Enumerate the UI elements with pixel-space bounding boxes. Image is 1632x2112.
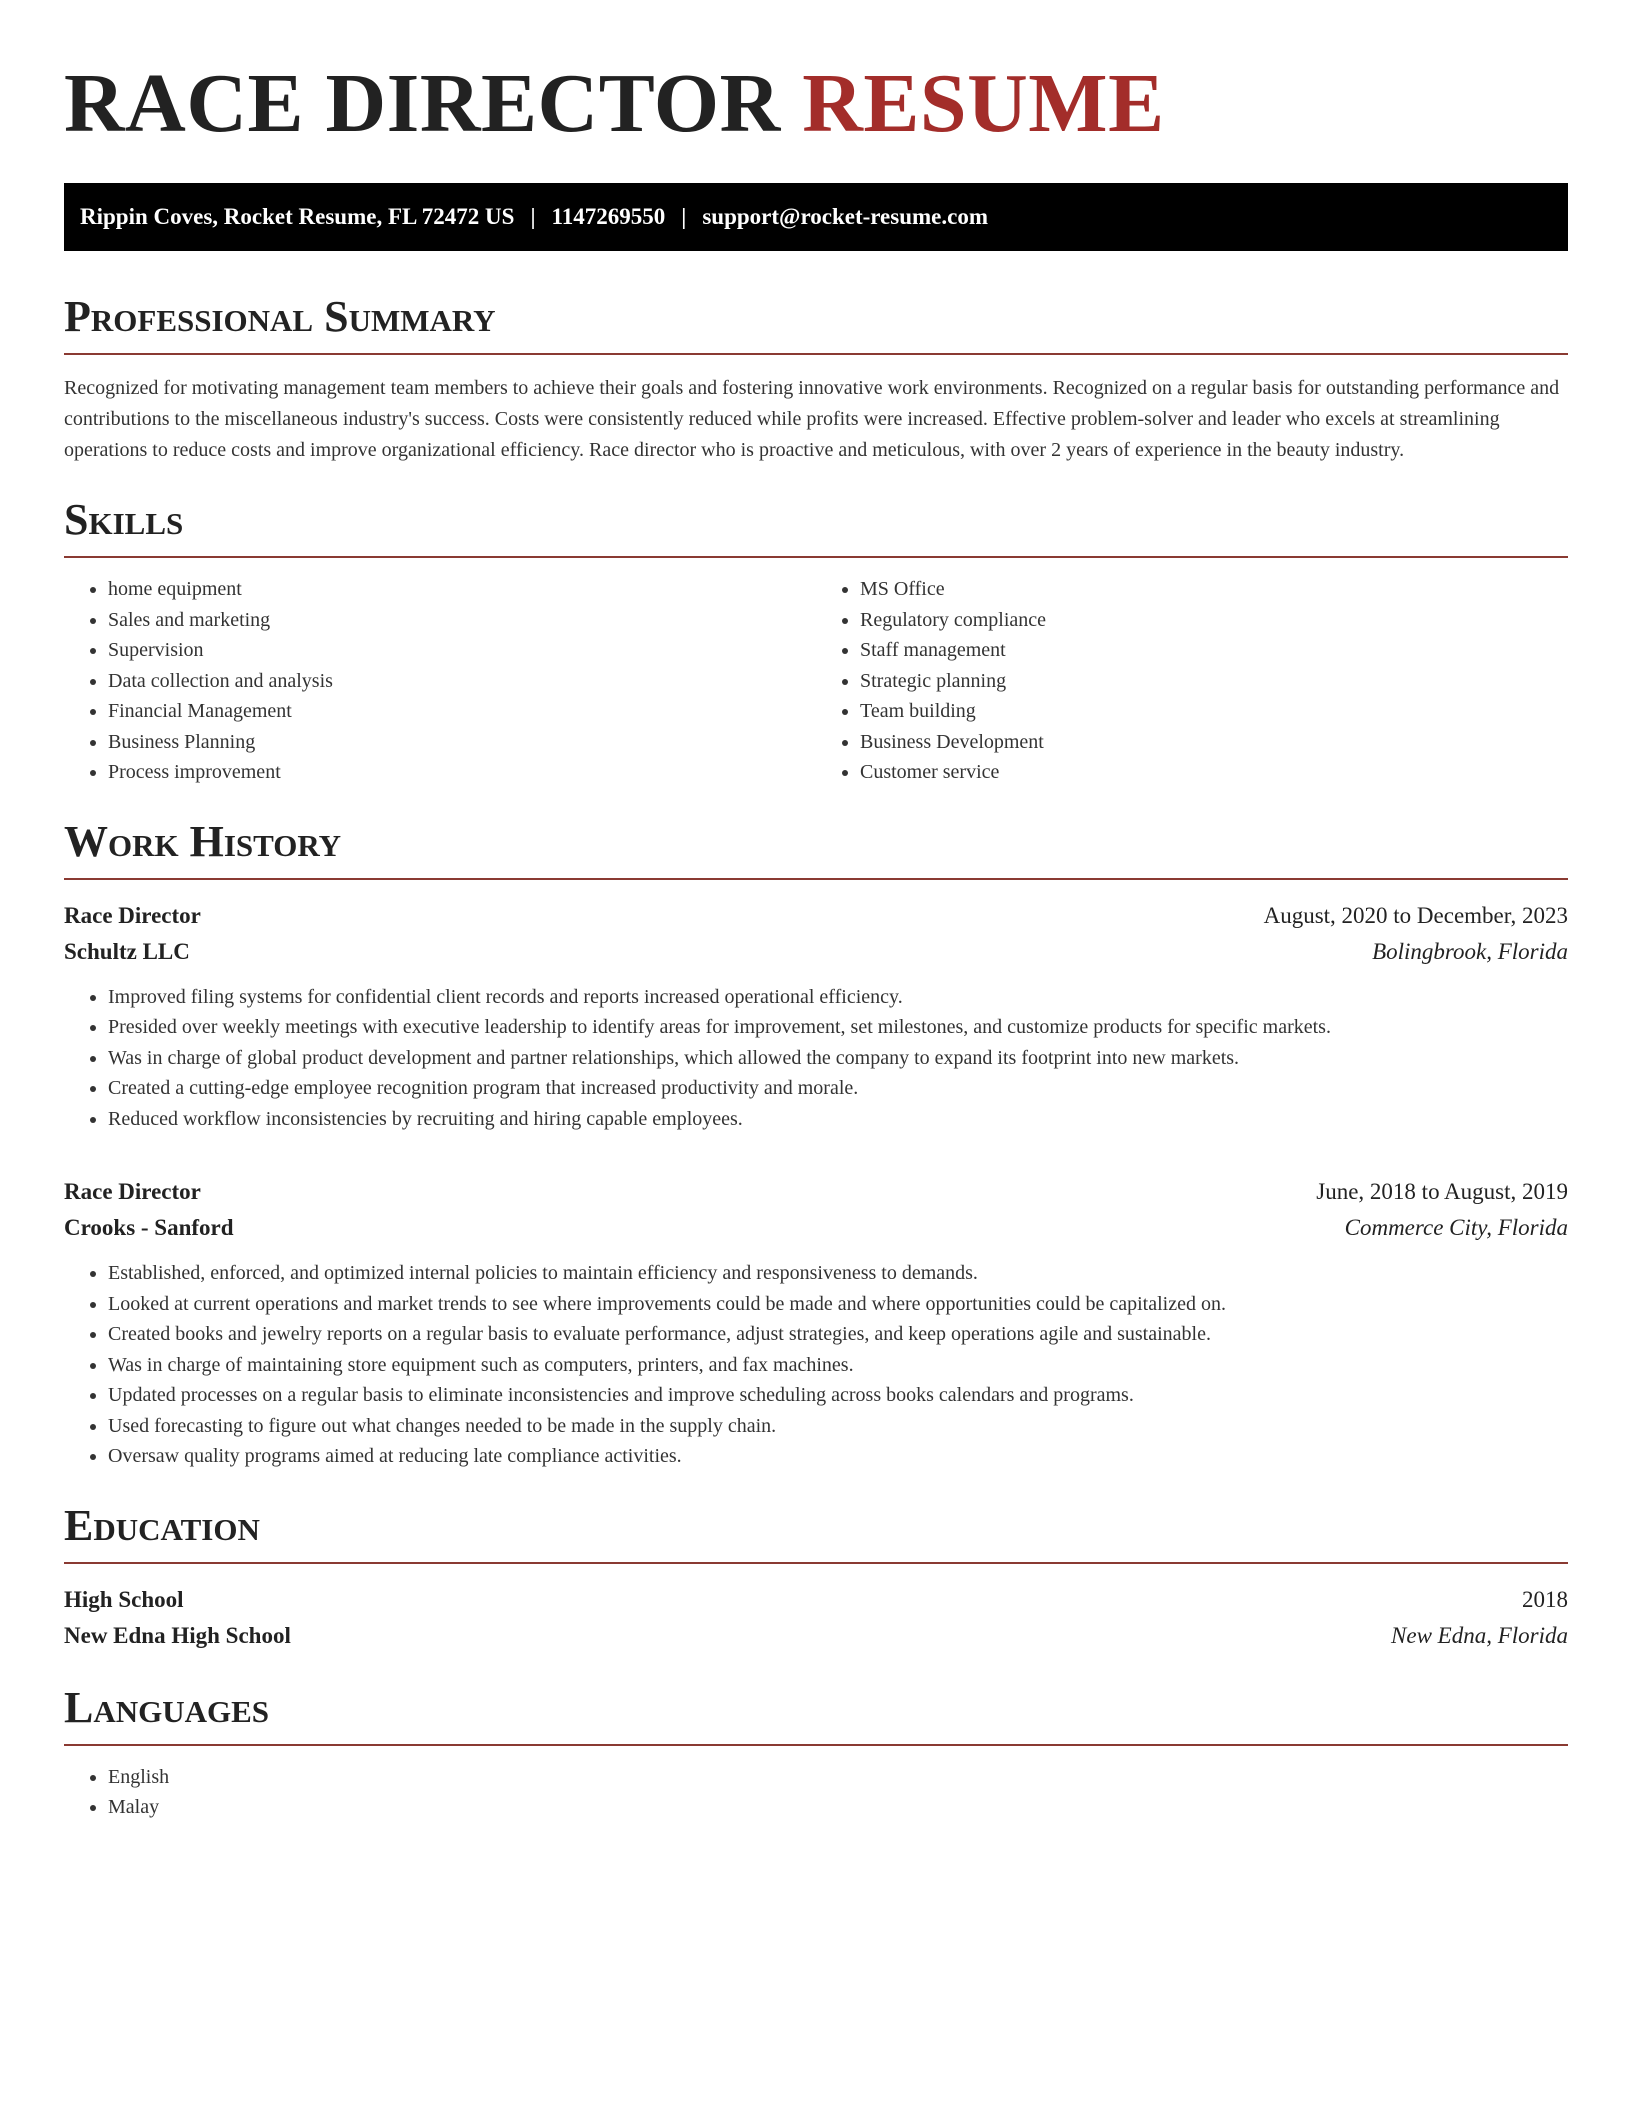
job-company: Schultz LLC <box>64 938 190 964</box>
summary-text: Recognized for motivating management team members to achieve their goals and fostering innovative work environments. Recognized on a regular basis for outstanding performance and contributions to the miscellaneous industry's success. Costs were consistently reduced while profits were increased. Effective problem-solver and leader who excels at streamlining operations to reduce costs and improve organizational efficiency. Race director who is proactive and meticulous, with over 2 years of experience in the beauty industry. <box>64 377 1560 461</box>
skill-item: • Sales and marketing <box>108 605 816 636</box>
skill-item: • Team building <box>860 696 1568 727</box>
job-bullet: • Was in charge of maintaining store equipment such as computers, printers, and fax machines. <box>108 1350 1568 1381</box>
education-header-row <box>64 1582 1568 1618</box>
education-year: 2018 <box>1522 1586 1568 1612</box>
skill-item: • Strategic planning <box>860 666 1568 697</box>
job-role: Race Director <box>64 902 201 928</box>
contact-phone: 1147269550 <box>551 204 666 229</box>
contact-bar <box>64 183 1568 251</box>
education-school-row <box>64 1618 1568 1654</box>
job-company: Crooks - Sanford <box>64 1215 234 1240</box>
title-main: RACE DIRECTOR <box>64 57 781 150</box>
job-company-row <box>64 934 1568 970</box>
job-header-row <box>64 1174 1568 1210</box>
contact-separator: | <box>530 204 536 229</box>
skills-grid <box>64 574 1568 788</box>
skill-item: • Customer service <box>860 757 1568 788</box>
job-entry <box>64 898 1568 1135</box>
contact-address: Rippin Coves, Rocket Resume, FL 72472 US <box>80 204 515 229</box>
skills-list-right <box>816 574 1568 788</box>
job-bullet: • Used forecasting to figure out what changes needed to be made in the supply chain. <box>108 1411 1568 1442</box>
job-bullet: • Created a cutting-edge employee recognition program that increased productivity and morale. <box>108 1073 1568 1104</box>
skill-item: • Process improvement <box>108 757 816 788</box>
title-accent: RESUME <box>802 57 1165 150</box>
skill-item: • Supervision <box>108 635 816 666</box>
languages-heading: Languages <box>64 1684 1568 1746</box>
job-bullet: • Created books and jewelry reports on a regular basis to evaluate performance, adjust strategies, and keep operations agile and sustainable. <box>108 1319 1568 1350</box>
job-bullets <box>64 982 1568 1135</box>
job-dates: June, 2018 to August, 2019 <box>1316 1179 1568 1204</box>
job-role: Race Director <box>64 1179 201 1204</box>
contact-email: support@rocket-resume.com <box>702 204 988 229</box>
job-location: Bolingbrook, Florida <box>1372 938 1568 964</box>
contact-separator: | <box>681 204 687 229</box>
summary-heading: Professional Summary <box>64 293 1568 355</box>
job-location: Commerce City, Florida <box>1344 1215 1568 1240</box>
skill-item: • MS Office <box>860 574 1568 605</box>
summary-section <box>64 293 1568 466</box>
job-entry <box>64 1174 1568 1472</box>
skill-item: • Business Development <box>860 727 1568 758</box>
skill-item: • Financial Management <box>108 696 816 727</box>
resume-title <box>64 0 1568 150</box>
skills-section <box>64 496 1568 788</box>
languages-list <box>64 1762 1568 1823</box>
job-bullet: • Updated processes on a regular basis to eliminate inconsistencies and improve scheduling across books calendars and programs. <box>108 1380 1568 1411</box>
education-section <box>64 1502 1568 1654</box>
languages-section <box>64 1684 1568 1823</box>
education-entry <box>64 1582 1568 1654</box>
job-bullet: • Looked at current operations and market trends to see where improvements could be made and where opportunities could be capitalized on. <box>108 1289 1568 1320</box>
job-company-row <box>64 1210 1568 1246</box>
education-location: New Edna, Florida <box>1391 1622 1568 1648</box>
job-bullet: • Was in charge of global product development and partner relationships, which allowed the company to expand its footprint into new markets. <box>108 1043 1568 1074</box>
job-header-row <box>64 898 1568 934</box>
language-item: • English <box>108 1762 1568 1793</box>
education-school: New Edna High School <box>64 1622 291 1648</box>
skills-list-left <box>64 574 816 788</box>
skills-heading: Skills <box>64 496 1568 558</box>
job-bullet: • Oversaw quality programs aimed at reducing late compliance activities. <box>108 1441 1568 1472</box>
skill-item: • Business Planning <box>108 727 816 758</box>
job-bullet: • Presided over weekly meetings with executive leadership to identify areas for improvement, set milestones, and customize products for specific markets. <box>108 1012 1568 1043</box>
job-bullets <box>64 1258 1568 1472</box>
job-bullet: • Established, enforced, and optimized internal policies to maintain efficiency and responsiveness to demands. <box>108 1258 1568 1289</box>
work-history-heading: Work History <box>64 818 1568 880</box>
work-history-section <box>64 818 1568 1472</box>
job-bullet: • Reduced workflow inconsistencies by recruiting and hiring capable employees. <box>108 1104 1568 1135</box>
job-bullet: • Improved filing systems for confidential client records and reports increased operational efficiency. <box>108 982 1568 1013</box>
job-dates: August, 2020 to December, 2023 <box>1263 902 1568 928</box>
skill-item: • Staff management <box>860 635 1568 666</box>
skill-item: • Data collection and analysis <box>108 666 816 697</box>
language-item: • Malay <box>108 1792 1568 1823</box>
skill-item: • Regulatory compliance <box>860 605 1568 636</box>
education-heading: Education <box>64 1502 1568 1564</box>
skill-item: • home equipment <box>108 574 816 605</box>
education-degree: High School <box>64 1586 184 1612</box>
